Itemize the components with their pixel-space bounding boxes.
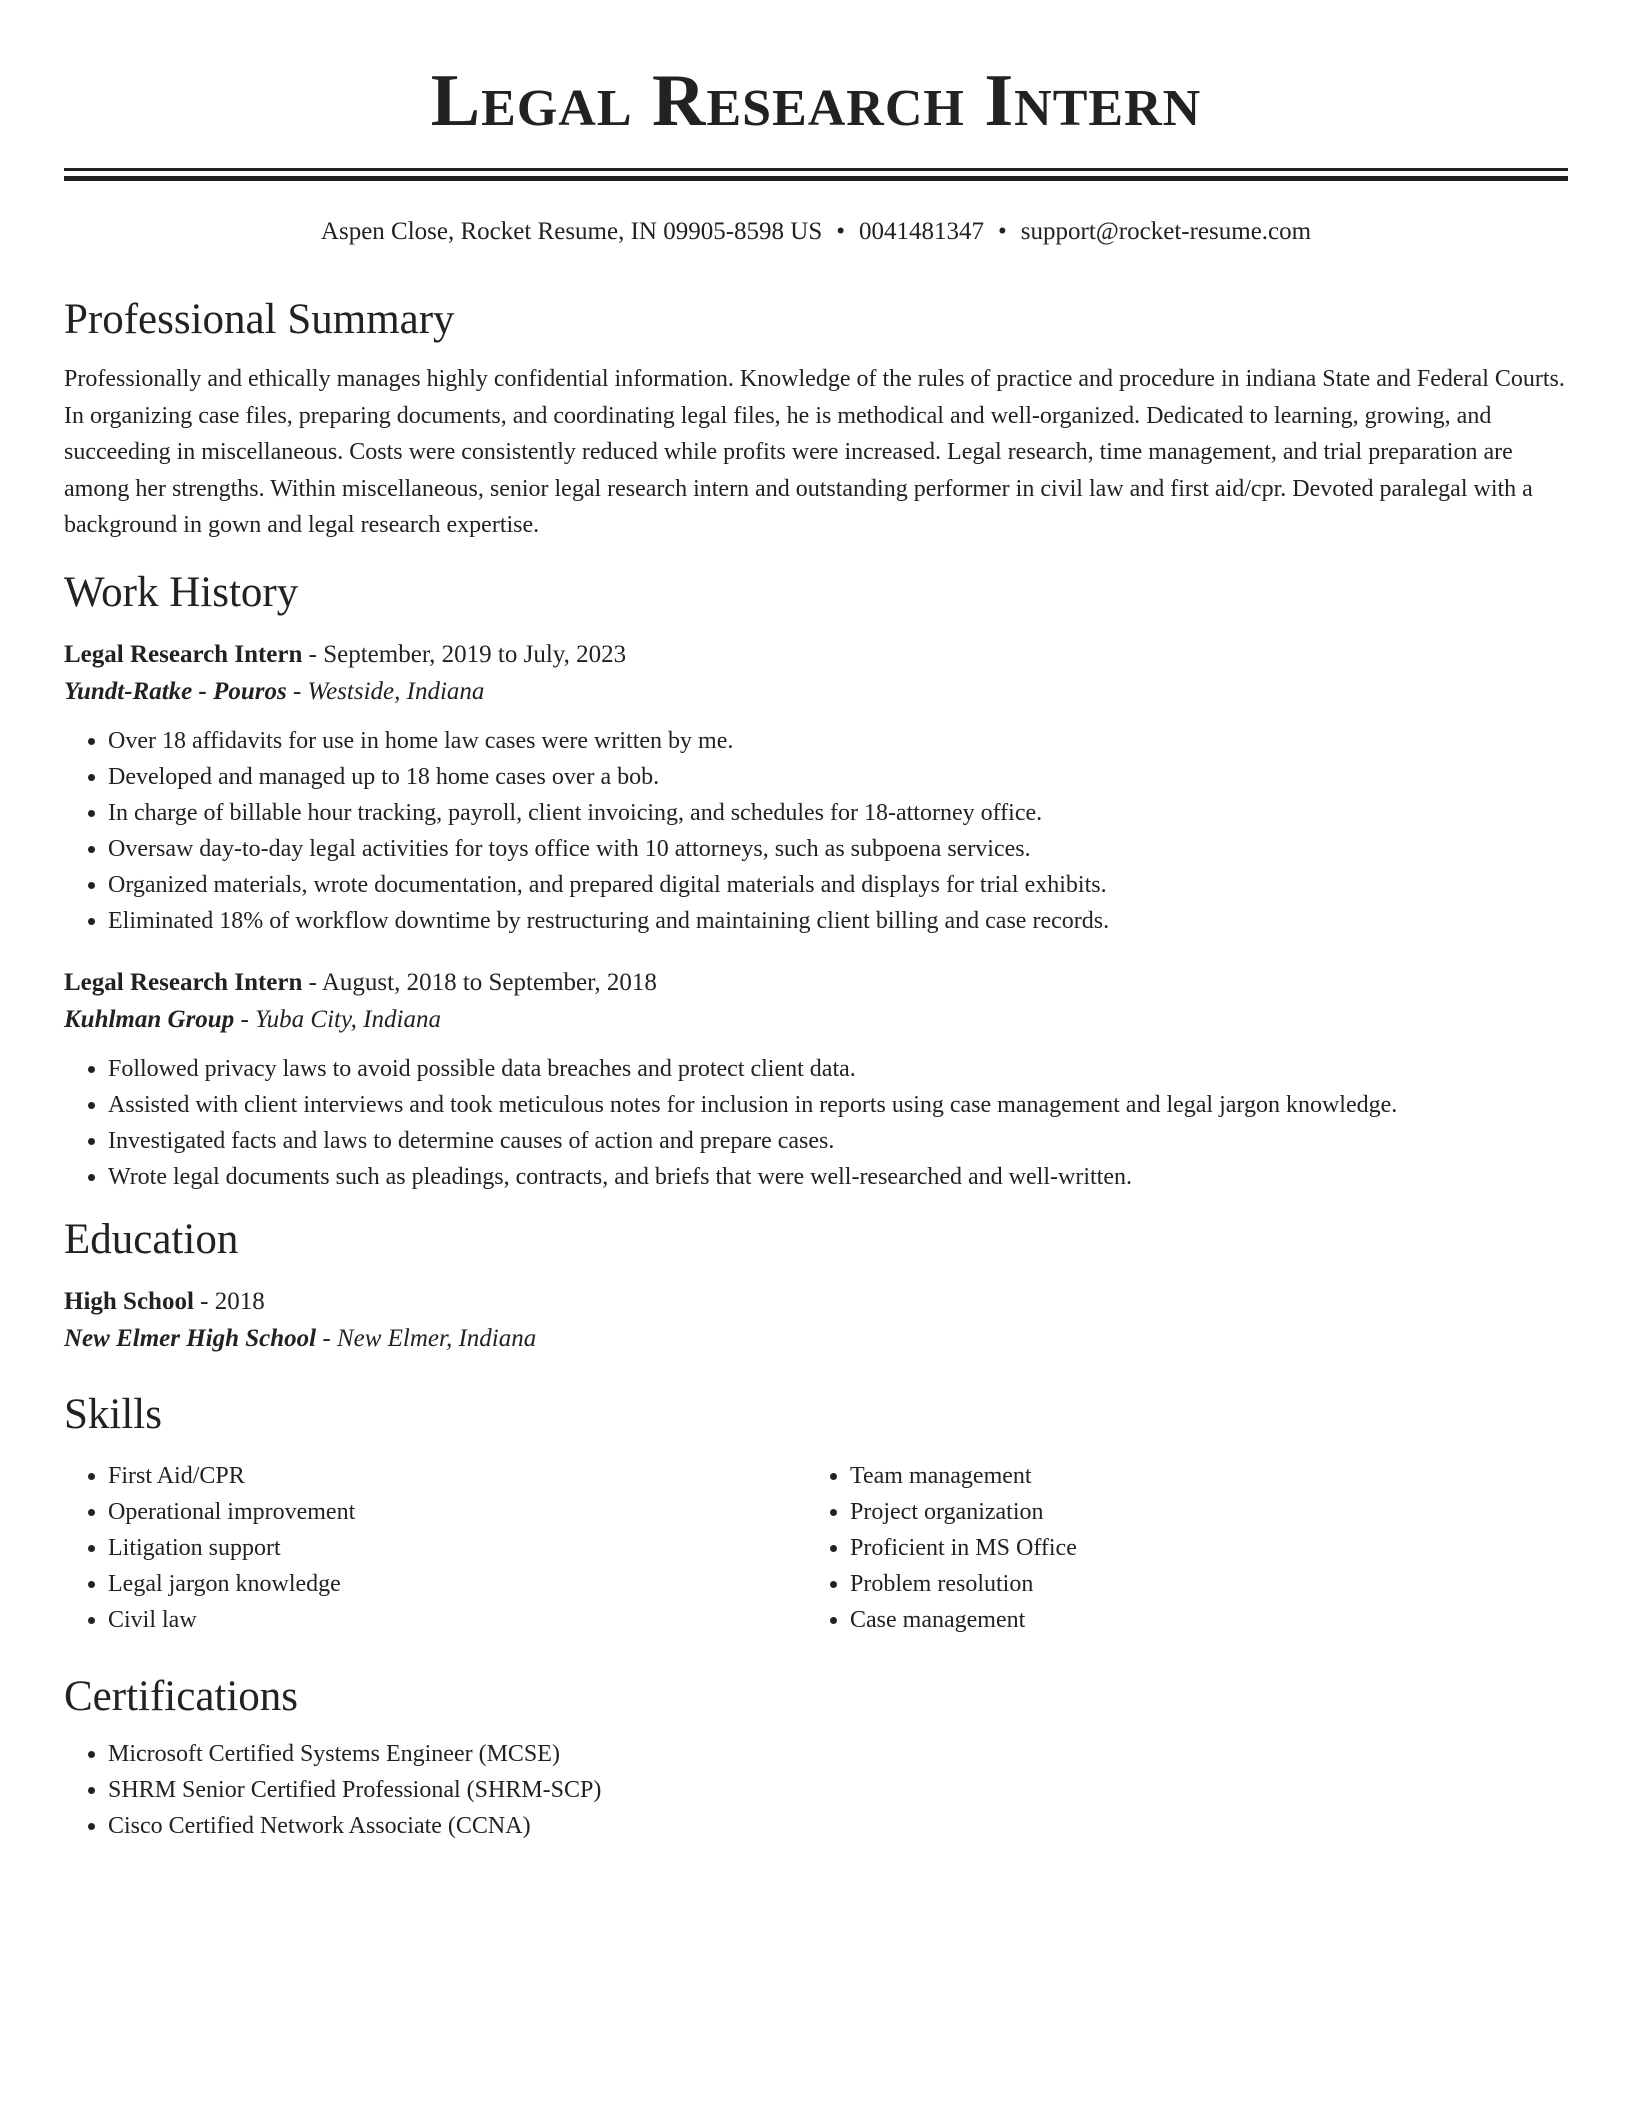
list-item: • Over 18 affidavits for use in home law cases were written by me. [108,723,1568,759]
certification-item: • Cisco Certified Network Associate (CCNA) [108,1808,1568,1844]
contact-email[interactable]: support@rocket-resume.com [1020,218,1312,245]
job-dates: - September, 2019 to July, 2023 [302,640,627,668]
skill-item: • Litigation support [108,1530,806,1566]
section-heading-work: Work History [64,568,299,616]
job-dates: - August, 2018 to September, 2018 [302,968,657,996]
section-heading-certifications: Certifications [64,1672,299,1720]
skills-column-right [806,1458,1568,1638]
certifications-section [64,1670,1568,1844]
section-heading-education: Education [64,1215,239,1263]
education-entry [64,1284,1568,1358]
list-item: • Investigated facts and laws to determine causes of action and prepare cases. [108,1123,1568,1159]
education-section [64,1213,1568,1358]
job-company: Yundt-Ratke - Pouros [64,677,287,705]
education-degree-line [64,1284,1568,1320]
skill-item: • Case management [850,1602,1568,1638]
list-item: • Oversaw day-to-day legal activities for toys office with 10 attorneys, such as subpoena services. [108,831,1568,867]
list-item: • In charge of billable hour tracking, payroll, client invoicing, and schedules for 18-attorney office. [108,795,1568,831]
job-entry [64,637,1568,939]
contact-line [64,215,1568,249]
skill-item: • Operational improvement [108,1494,806,1530]
summary-text: Professionally and ethically manages highly confidential information. Knowledge of the rules of practice and procedure in indiana State and Federal Courts. In organizing case files, preparing documents, and coordinating legal files, he is methodical and well-organized. Dedicated to learning, growing, and succeeding in miscellaneous. Costs were consistently reduced while profits were increased. Legal research, time management, and trial preparation are among her strengths. Within miscellaneous, senior legal research intern and outstanding performer in civil law and first aid/cpr. Devoted paralegal with a background in gown and legal research expertise. [64,366,1565,538]
work-section [64,566,1568,1195]
job-entry [64,965,1568,1195]
list-item: • Organized materials, wrote documentation, and prepared digital materials and displays for trial exhibits. [108,867,1568,903]
contact-phone: 0041481347 [859,218,985,245]
education-degree: High School [64,1287,194,1315]
education-location: - New Elmer, Indiana [316,1324,537,1352]
summary-section [64,293,1568,544]
job-title-line [64,965,1568,1001]
list-item: • Assisted with client interviews and took meticulous notes for inclusion in reports using case management and legal jargon knowledge. [108,1087,1568,1123]
skill-item: • Civil law [108,1602,806,1638]
skill-item: • First Aid/CPR [108,1458,806,1494]
job-location: - Westside, Indiana [286,677,485,705]
skill-item: • Problem resolution [850,1566,1568,1602]
education-school-line [64,1320,1568,1358]
list-item: • Followed privacy laws to avoid possible data breaches and protect client data. [108,1051,1568,1087]
education-school: New Elmer High School [64,1324,317,1352]
title-rule-bottom [64,176,1568,181]
section-heading-skills: Skills [64,1390,162,1438]
skills-grid [64,1458,1568,1638]
contact-separator: • [836,218,846,245]
title-rule-top [64,168,1568,171]
resume-title: Legal Research Intern [430,60,1202,142]
job-title-line [64,637,1568,673]
job-role: Legal Research Intern [64,968,303,996]
job-bullets [64,723,1568,939]
section-heading-summary: Professional Summary [64,296,455,343]
certifications-list [64,1736,1568,1844]
contact-separator: • [998,218,1007,245]
job-company: Kuhlman Group [64,1005,235,1033]
job-company-line [64,1001,1568,1039]
skill-item: • Team management [850,1458,1568,1494]
certification-item: • SHRM Senior Certified Professional (SHRM-SCP) [108,1772,1568,1808]
job-company-line [64,673,1568,711]
skill-item: • Project organization [850,1494,1568,1530]
job-bullets [64,1051,1568,1195]
skill-item: • Proficient in MS Office [850,1530,1568,1566]
job-role: Legal Research Intern [64,640,303,668]
skills-column-left [64,1458,806,1638]
job-location: - Yuba City, Indiana [234,1005,441,1033]
list-item: • Eliminated 18% of workflow downtime by restructuring and maintaining client billing and case records. [108,903,1568,939]
contact-address: Aspen Close, Rocket Resume, IN 09905-8598 US [320,218,823,245]
list-item: • Developed and managed up to 18 home cases over a bob. [108,759,1568,795]
skills-section [64,1388,1568,1638]
education-year: - 2018 [193,1287,265,1315]
certification-item: • Microsoft Certified Systems Engineer (MCSE) [108,1736,1568,1772]
list-item: • Wrote legal documents such as pleadings, contracts, and briefs that were well-researched and well-written. [108,1159,1568,1195]
skill-item: • Legal jargon knowledge [108,1566,806,1602]
